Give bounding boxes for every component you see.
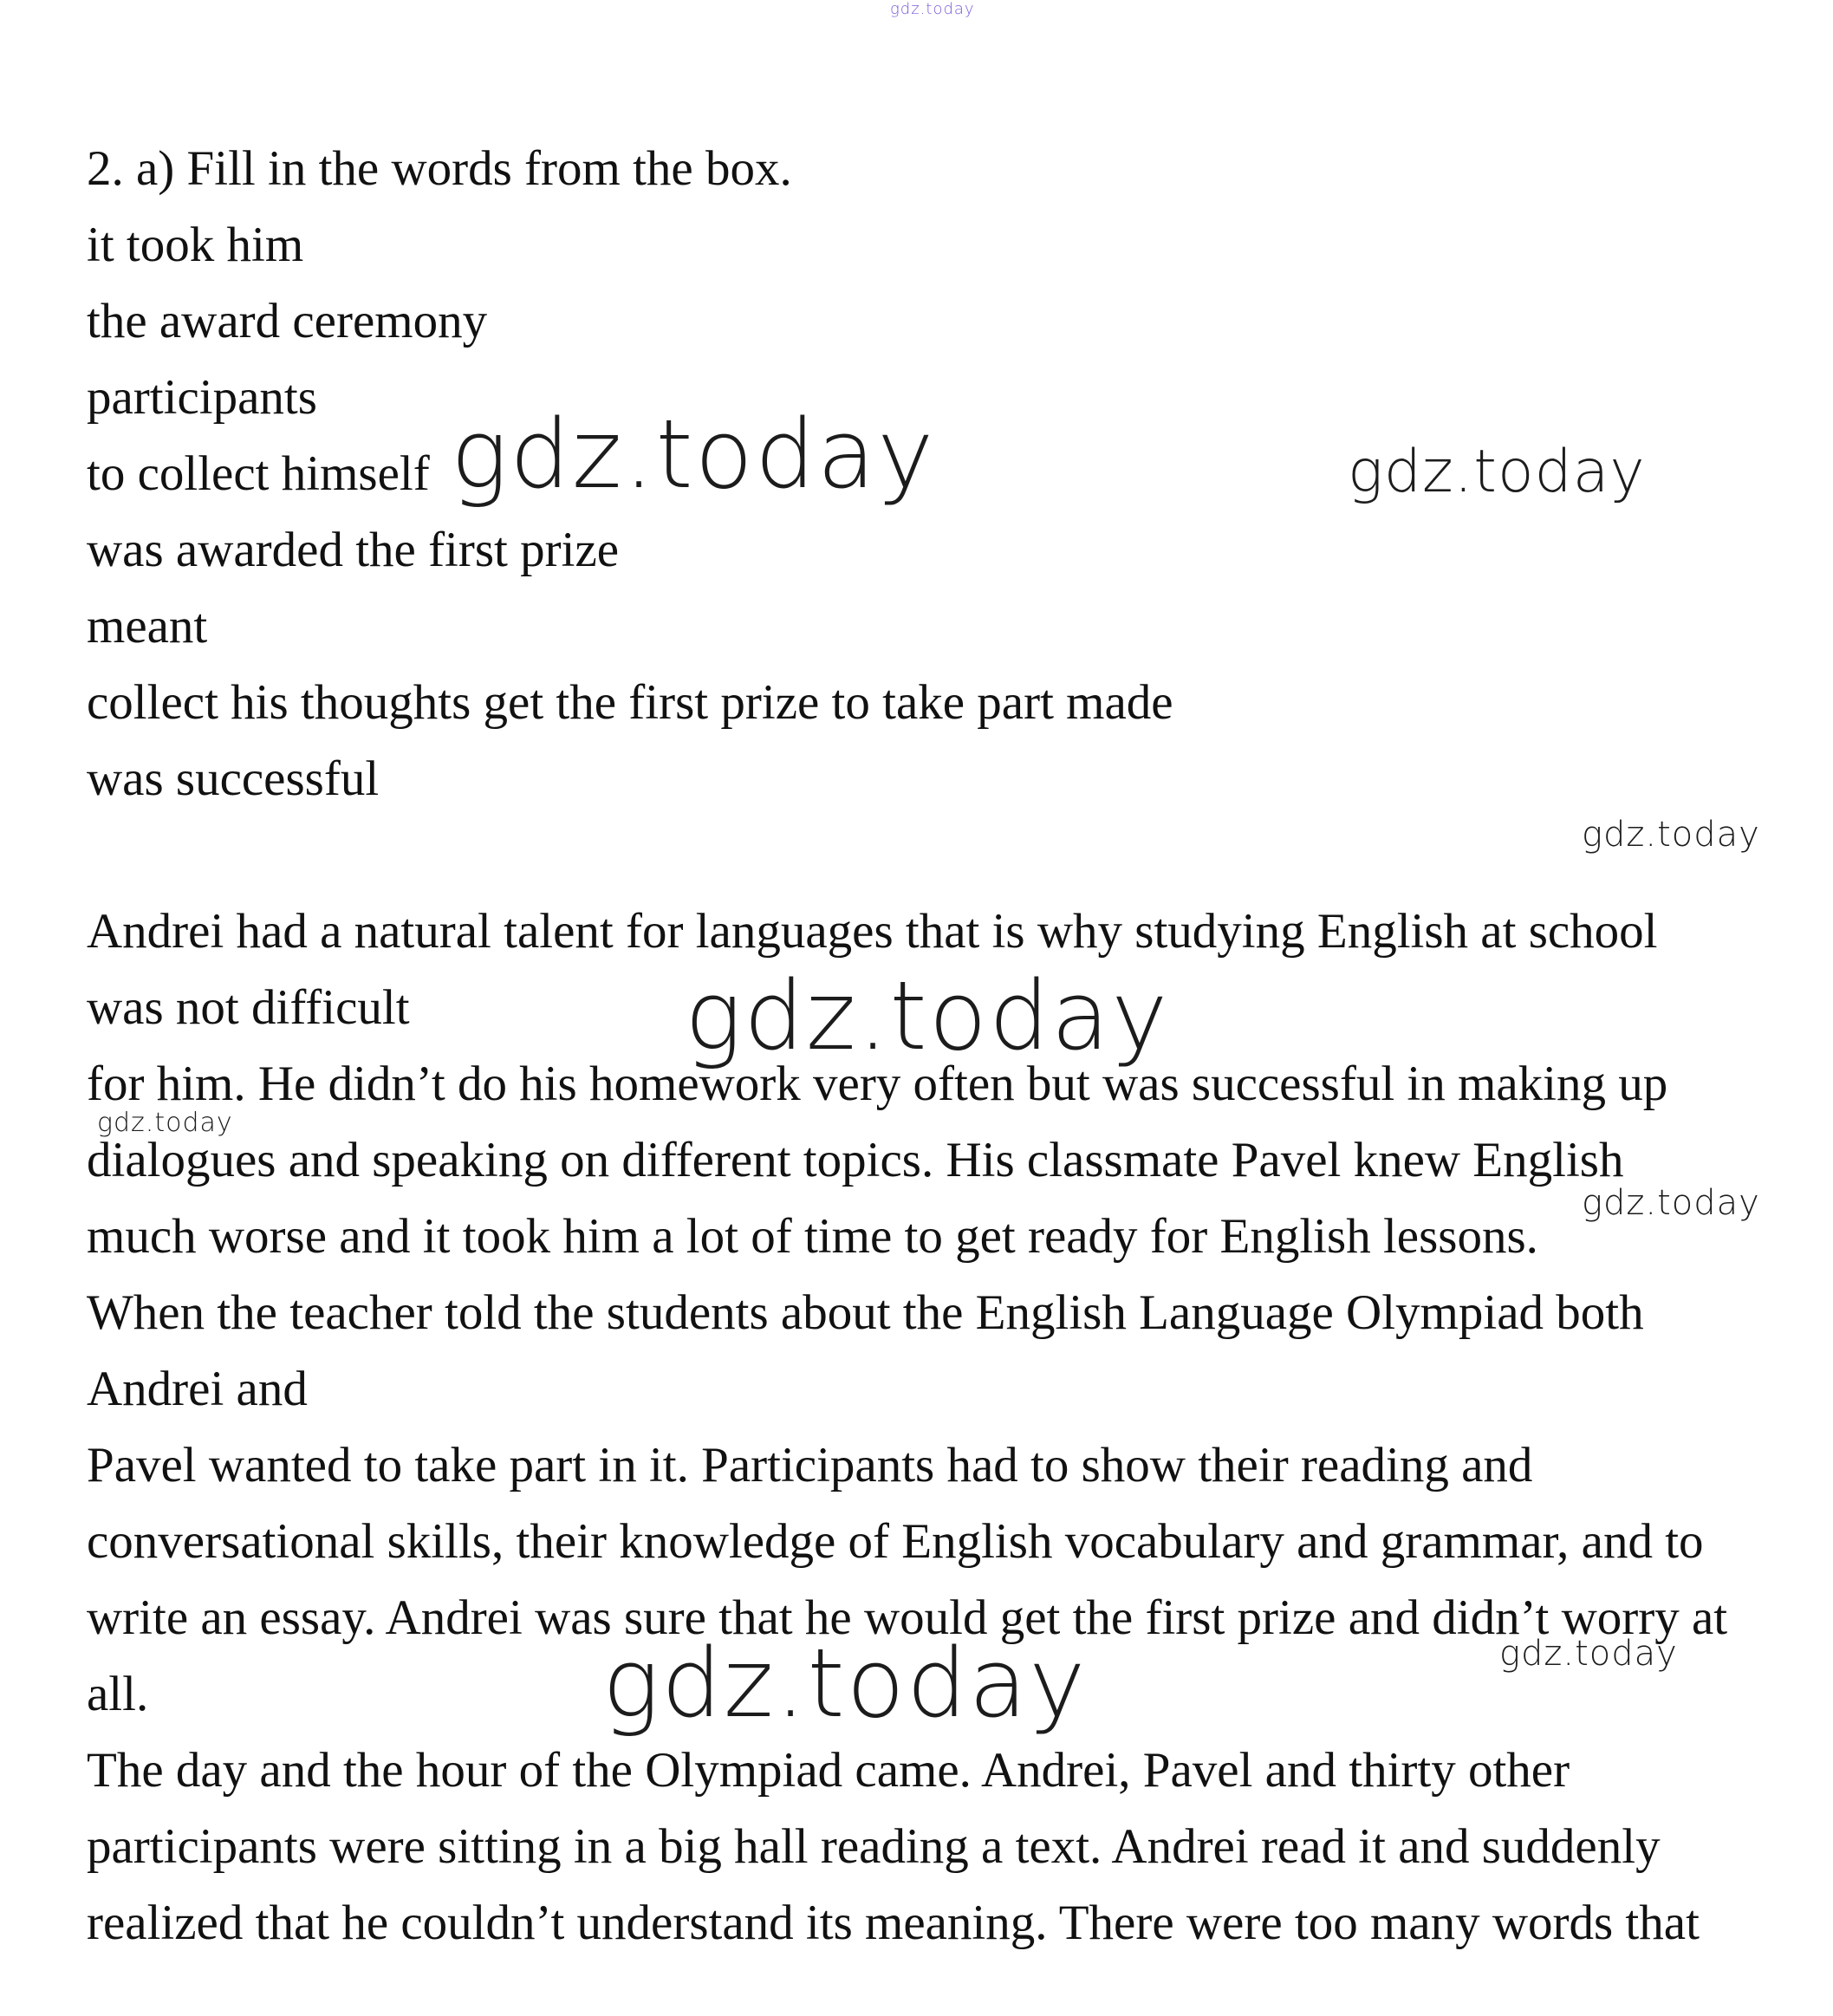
- watermark: gdz.today: [1582, 815, 1760, 855]
- text-line: for him. He didn’t do his homework very often but was successful in making up: [87, 1057, 1668, 1111]
- watermark: gdz.today: [1499, 1634, 1678, 1674]
- box-item: meant: [87, 599, 208, 654]
- watermark: gdz.today: [685, 960, 1170, 1071]
- text-line: The day and the hour of the Olympiad came. Andrei, Pavel and thirty other: [87, 1743, 1570, 1798]
- text-line: was not difficult: [87, 980, 410, 1035]
- text-line: dialogues and speaking on different topics. His classmate Pavel knew English: [87, 1133, 1624, 1187]
- box-item: collect his thoughts get the first prize to take part made: [87, 675, 1173, 730]
- exercise-instruction: 2. a) Fill in the words from the box.: [87, 141, 792, 196]
- box-item: was successful: [87, 751, 380, 806]
- text-line: realized that he couldn’t understand its meaning. There were too many words that: [87, 1896, 1700, 1950]
- box-item: was awarded the first prize: [87, 523, 620, 577]
- text-line: much worse and it took him a lot of time to get ready for English lessons.: [87, 1209, 1538, 1264]
- text-line: participants were sitting in a big hall reading a text. Andrei read it and suddenly: [87, 1819, 1661, 1874]
- box-item: it took him: [87, 218, 304, 272]
- text-line: all.: [87, 1667, 149, 1721]
- text-line: When the teacher told the students about the English Language Olympiad both: [87, 1285, 1644, 1340]
- watermark: gdz.today: [97, 1108, 233, 1138]
- text-line: Pavel wanted to take part in it. Participants had to show their reading and: [87, 1438, 1533, 1492]
- text-line: conversational skills, their knowledge of English vocabulary and grammar, and to: [87, 1514, 1704, 1569]
- text-line: Andrei and: [87, 1362, 308, 1416]
- watermark: gdz.today: [451, 399, 936, 510]
- box-item: to collect himself: [87, 446, 430, 501]
- box-item: the award ceremony: [87, 294, 488, 348]
- watermark: gdz.today: [1582, 1183, 1760, 1223]
- box-item: participants: [87, 370, 317, 425]
- text-line: write an essay. Andrei was sure that he would get the first prize and didn’t worry at: [87, 1590, 1728, 1645]
- watermark-top: gdz.today: [890, 0, 975, 18]
- watermark: gdz.today: [1348, 438, 1646, 506]
- text-line: Andrei had a natural talent for languages that is why studying English at school: [87, 904, 1658, 959]
- watermark: gdz.today: [602, 1628, 1088, 1739]
